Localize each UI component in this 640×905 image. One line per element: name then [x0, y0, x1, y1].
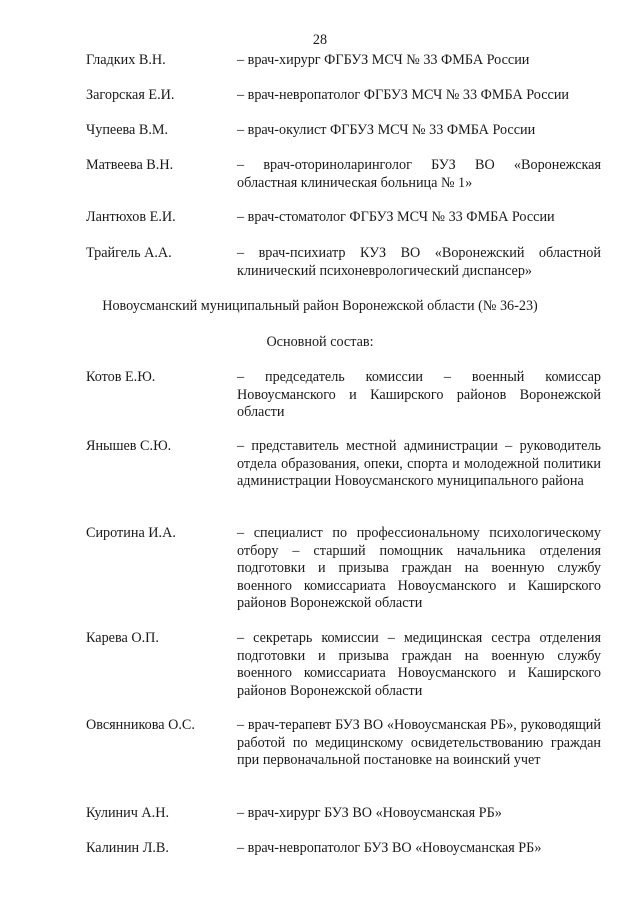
- member-name: Янышев С.Ю.: [86, 438, 172, 454]
- member-role: – председатель комиссии – военный комиссар Новоусманского и Каширского районов Воронежской области: [237, 369, 601, 421]
- member-role: – врач-невропатолог БУЗ ВО «Новоусманская РБ»: [237, 840, 542, 856]
- page-number: 28: [312, 32, 328, 48]
- member-role: – врач-невропатолог ФГБУЗ МСЧ № 33 ФМБА России: [237, 87, 569, 103]
- member-role: – представитель местной администрации – руководитель отдела образования, опеки, спорта и молодежной политики администрации Новоусманского муниципального района: [237, 438, 601, 490]
- member-name: Кулинич А.Н.: [86, 805, 169, 821]
- member-role: – врач-хирург БУЗ ВО «Новоусманская РБ»: [237, 805, 502, 821]
- member-name: Калинин Л.В.: [86, 840, 169, 856]
- member-name: Лантюхов Е.И.: [86, 209, 176, 225]
- member-name: Карева О.П.: [86, 630, 159, 646]
- member-name: Загорская Е.И.: [86, 87, 175, 103]
- member-name: Трайгель А.А.: [86, 245, 172, 261]
- section-subtitle: Основной состав:: [266, 334, 374, 350]
- member-name: Котов Е.Ю.: [86, 369, 156, 385]
- member-name: Чупеева В.М.: [86, 122, 169, 138]
- member-role: – секретарь комиссии – медицинская сестра отделения подготовки и призыва граждан на военную службу военного комиссариата Новоусманского и Каширского районов Воронежской области: [237, 630, 601, 699]
- member-name: Сиротина И.А.: [86, 525, 176, 541]
- member-role: – врач-психиатр КУЗ ВО «Воронежский областной клинический психоневрологический диспансер»: [237, 245, 601, 279]
- section-title: Новоусманский муниципальный район Воронежской области (№ 36-23): [102, 298, 538, 314]
- member-name: Гладких В.Н.: [86, 52, 166, 68]
- member-role: – врач-терапевт БУЗ ВО «Новоусманская РБ», руководящий работой по медицинскому освидетельствованию граждан при первоначальной постановке на воинский учет: [237, 717, 601, 769]
- member-name: Матвеева В.Н.: [86, 157, 174, 173]
- member-role: – специалист по профессиональному психологическому отбору – старший помощник начальника отделения подготовки и призыва граждан на военную службу военного комиссариата Новоусманского и Каширского районов Воронежской области: [237, 525, 601, 612]
- member-name: Овсянникова О.С.: [86, 717, 195, 733]
- member-role: – врач-окулист ФГБУЗ МСЧ № 33 ФМБА России: [237, 122, 536, 138]
- member-role: – врач-оториноларинголог БУЗ ВО «Воронежская областная клиническая больница № 1»: [237, 157, 601, 191]
- member-role: – врач-хирург ФГБУЗ МСЧ № 33 ФМБА России: [237, 52, 530, 68]
- member-role: – врач-стоматолог ФГБУЗ МСЧ № 33 ФМБА России: [237, 209, 555, 225]
